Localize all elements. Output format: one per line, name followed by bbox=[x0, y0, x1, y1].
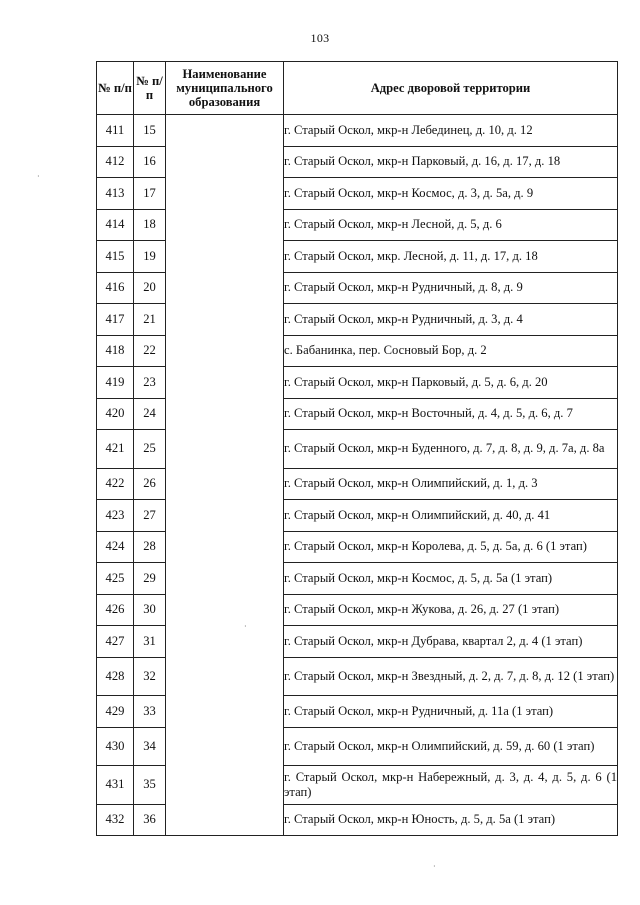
address-cell: г. Старый Оскол, мкр-н Рудничный, д. 8, д. 9 bbox=[284, 272, 618, 304]
local-number-cell: 28 bbox=[134, 531, 166, 563]
local-number-cell: 20 bbox=[134, 272, 166, 304]
row-number-cell: 418 bbox=[97, 335, 134, 367]
row-number-cell: 430 bbox=[97, 727, 134, 766]
address-cell: г. Старый Оскол, мкр-н Космос, д. 3, д. 5а, д. 9 bbox=[284, 178, 618, 210]
row-number-cell: 411 bbox=[97, 115, 134, 147]
local-number-cell: 31 bbox=[134, 626, 166, 658]
row-number-cell: 425 bbox=[97, 563, 134, 595]
row-number-cell: 432 bbox=[97, 804, 134, 836]
address-cell: с. Бабанинка, пер. Сосновый Бор, д. 2 bbox=[284, 335, 618, 367]
header-municipality: Наименование муниципального образования bbox=[166, 62, 284, 115]
local-number-cell: 35 bbox=[134, 766, 166, 805]
row-number-cell: 423 bbox=[97, 500, 134, 532]
address-cell: г. Старый Оскол, мкр. Лесной, д. 11, д. 17, д. 18 bbox=[284, 241, 618, 273]
row-number-cell: 416 bbox=[97, 272, 134, 304]
address-cell: г. Старый Оскол, мкр-н Рудничный, д. 3, д. 4 bbox=[284, 304, 618, 336]
local-number-cell: 33 bbox=[134, 696, 166, 728]
table-row bbox=[97, 115, 618, 147]
local-number-cell: 36 bbox=[134, 804, 166, 836]
address-cell: г. Старый Оскол, мкр-н Рудничный, д. 11а (1 этап) bbox=[284, 696, 618, 728]
table-body bbox=[97, 115, 618, 836]
local-number-cell: 16 bbox=[134, 146, 166, 178]
address-cell: г. Старый Оскол, мкр-н Звездный, д. 2, д. 7, д. 8, д. 12 (1 этап) bbox=[284, 657, 618, 696]
local-number-cell: 15 bbox=[134, 115, 166, 147]
address-cell: г. Старый Оскол, мкр-н Олимпийский, д. 1, д. 3 bbox=[284, 468, 618, 500]
address-cell: г. Старый Оскол, мкр-н Набережный, д. 3, д. 4, д. 5, д. 6 (1 этап) bbox=[284, 766, 618, 805]
scan-speck: · bbox=[433, 862, 436, 871]
address-cell: г. Старый Оскол, мкр-н Олимпийский, д. 59, д. 60 (1 этап) bbox=[284, 727, 618, 766]
row-number-cell: 415 bbox=[97, 241, 134, 273]
row-number-cell: 431 bbox=[97, 766, 134, 805]
local-number-cell: 24 bbox=[134, 398, 166, 430]
municipality-cell bbox=[166, 115, 284, 836]
local-number-cell: 32 bbox=[134, 657, 166, 696]
row-number-cell: 426 bbox=[97, 594, 134, 626]
local-number-cell: 21 bbox=[134, 304, 166, 336]
local-number-cell: 27 bbox=[134, 500, 166, 532]
address-cell: г. Старый Оскол, мкр-н Буденного, д. 7, д. 8, д. 9, д. 7а, д. 8а bbox=[284, 430, 618, 469]
local-number-cell: 18 bbox=[134, 209, 166, 241]
row-number-cell: 427 bbox=[97, 626, 134, 658]
address-cell: г. Старый Оскол, мкр-н Жукова, д. 26, д. 27 (1 этап) bbox=[284, 594, 618, 626]
row-number-cell: 412 bbox=[97, 146, 134, 178]
local-number-cell: 22 bbox=[134, 335, 166, 367]
row-number-cell: 420 bbox=[97, 398, 134, 430]
address-cell: г. Старый Оскол, мкр-н Олимпийский, д. 40, д. 41 bbox=[284, 500, 618, 532]
territory-table bbox=[96, 61, 618, 836]
address-cell: г. Старый Оскол, мкр-н Королева, д. 5, д. 5а, д. 6 (1 этап) bbox=[284, 531, 618, 563]
row-number-cell: 429 bbox=[97, 696, 134, 728]
row-number-cell: 417 bbox=[97, 304, 134, 336]
address-cell: г. Старый Оскол, мкр-н Лесной, д. 5, д. 6 bbox=[284, 209, 618, 241]
row-number-cell: 421 bbox=[97, 430, 134, 469]
scan-speck: · bbox=[244, 622, 247, 631]
address-cell: г. Старый Оскол, мкр-н Дубрава, квартал 2, д. 4 (1 этап) bbox=[284, 626, 618, 658]
row-number-cell: 414 bbox=[97, 209, 134, 241]
local-number-cell: 30 bbox=[134, 594, 166, 626]
local-number-cell: 19 bbox=[134, 241, 166, 273]
address-cell: г. Старый Оскол, мкр-н Юность, д. 5, д. 5а (1 этап) bbox=[284, 804, 618, 836]
local-number-cell: 34 bbox=[134, 727, 166, 766]
local-number-cell: 17 bbox=[134, 178, 166, 210]
address-cell: г. Старый Оскол, мкр-н Восточный, д. 4, д. 5, д. 6, д. 7 bbox=[284, 398, 618, 430]
header-address: Адрес дворовой территории bbox=[284, 62, 618, 115]
table-header-row bbox=[97, 62, 618, 115]
address-cell: г. Старый Оскол, мкр-н Парковый, д. 5, д. 6, д. 20 bbox=[284, 367, 618, 399]
address-cell: г. Старый Оскол, мкр-н Парковый, д. 16, д. 17, д. 18 bbox=[284, 146, 618, 178]
row-number-cell: 419 bbox=[97, 367, 134, 399]
row-number-cell: 413 bbox=[97, 178, 134, 210]
row-number-cell: 428 bbox=[97, 657, 134, 696]
address-cell: г. Старый Оскол, мкр-н Лебединец, д. 10, д. 12 bbox=[284, 115, 618, 147]
local-number-cell: 26 bbox=[134, 468, 166, 500]
row-number-cell: 422 bbox=[97, 468, 134, 500]
local-number-cell: 23 bbox=[134, 367, 166, 399]
local-number-cell: 29 bbox=[134, 563, 166, 595]
row-number-cell: 424 bbox=[97, 531, 134, 563]
address-cell: г. Старый Оскол, мкр-н Космос, д. 5, д. 5а (1 этап) bbox=[284, 563, 618, 595]
header-row-number: № п/п bbox=[97, 62, 134, 115]
scan-speck: · bbox=[37, 172, 40, 181]
page-number: 103 bbox=[310, 31, 330, 45]
local-number-cell: 25 bbox=[134, 430, 166, 469]
header-local-number: № п/п bbox=[134, 62, 166, 115]
